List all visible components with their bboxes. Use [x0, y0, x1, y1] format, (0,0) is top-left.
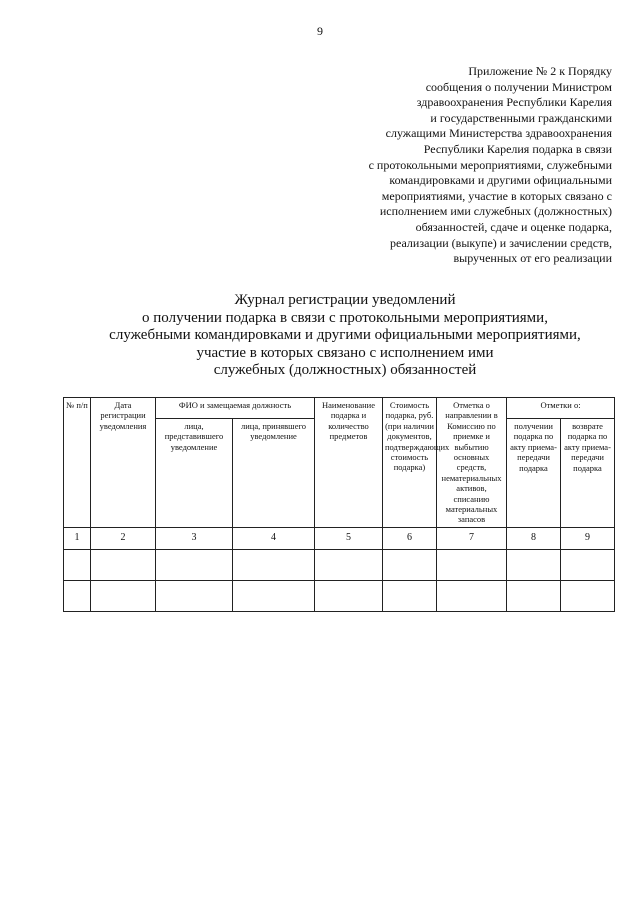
column-number: 4 — [233, 527, 315, 549]
appendix-line: мероприятиями, участие в которых связано с — [381, 188, 612, 203]
column-number: 6 — [383, 527, 437, 549]
appendix-line: Приложение № 2 к Порядку — [468, 64, 612, 78]
page-number: 9 — [317, 24, 323, 38]
appendix-line: и государственными гражданскими — [430, 110, 612, 125]
empty-cell — [437, 549, 507, 580]
appendix-line: сообщения о получении Министром — [425, 79, 612, 94]
header-fio-submitter: лица, представившего уведомление — [156, 418, 233, 527]
appendix-header — [312, 64, 612, 267]
header-date: Дата регистрации уведомления — [91, 398, 156, 528]
appendix-line: Республики Карелия подарка в связи — [423, 141, 612, 156]
empty-cell — [156, 580, 233, 611]
empty-cell — [64, 549, 91, 580]
document-title — [0, 292, 640, 380]
title-line: о получении подарка в связи с протокольными мероприятиями, — [142, 309, 548, 326]
title-line: Журнал регистрации уведомлений — [234, 292, 456, 308]
appendix-line: служащими Министерства здравоохранения — [385, 126, 612, 141]
table-row — [64, 549, 615, 580]
appendix-line: здравоохранения Республики Карелия — [416, 95, 612, 110]
empty-cell — [91, 549, 156, 580]
title-line: служебными командировками и другими официальными мероприятиями, — [109, 327, 581, 343]
header-gift-name: Наименование подарка и количество предметов — [315, 398, 383, 528]
column-number-row — [64, 527, 615, 549]
empty-cell — [507, 549, 561, 580]
header-fio-receiver: лица, принявшего уведомление — [233, 418, 315, 527]
title-line: служебных (должностных) обязанностей — [213, 362, 477, 378]
header-marks-group: Отметки о: — [507, 398, 615, 419]
header-gift-cost: Стоимость подарка, руб. (при наличии документов, подтверждающих стоимость подарка) — [383, 398, 437, 528]
empty-cell — [561, 549, 615, 580]
header-fio-group: ФИО и замещаемая должность — [156, 398, 315, 419]
journal-table — [63, 397, 615, 612]
appendix-line: реализации (выкупе) и зачислении средств, — [390, 235, 612, 250]
empty-cell — [507, 580, 561, 611]
appendix-line: с протокольными мероприятиями, служебными — [368, 157, 612, 172]
header-mark-returned: возврате подарка по акту приема-передачи подарка — [561, 418, 615, 527]
header-commission-mark: Отметка о направлении в Комиссию по приемке и выбытию основных средств, нематериальных активов, списанию материальных запасов — [437, 398, 507, 528]
header-number: № п/п — [64, 398, 91, 528]
header-row — [64, 398, 615, 419]
column-number: 2 — [91, 527, 156, 549]
empty-cell — [233, 549, 315, 580]
empty-cell — [315, 580, 383, 611]
empty-cell — [383, 580, 437, 611]
column-number: 7 — [437, 527, 507, 549]
empty-cell — [156, 549, 233, 580]
table-row — [64, 580, 615, 611]
header-mark-received: получении подарка по акту приема-передачи подарка — [507, 418, 561, 527]
appendix-line: обязанностей, сдаче и оценке подарка, — [415, 219, 612, 234]
column-number: 5 — [315, 527, 383, 549]
empty-cell — [233, 580, 315, 611]
column-number: 9 — [561, 527, 615, 549]
empty-cell — [315, 549, 383, 580]
empty-cell — [64, 580, 91, 611]
empty-cell — [91, 580, 156, 611]
appendix-line: вырученных от его реализации — [453, 251, 612, 266]
empty-cell — [383, 549, 437, 580]
title-line: участие в которых связано с исполнением ими — [196, 344, 494, 361]
column-number: 8 — [507, 527, 561, 549]
column-number: 1 — [64, 527, 91, 549]
appendix-line: командировками и другими официальными — [389, 173, 612, 188]
column-number: 3 — [156, 527, 233, 549]
appendix-line: исполнением ими служебных (должностных) — [379, 204, 612, 219]
empty-cell — [437, 580, 507, 611]
empty-cell — [561, 580, 615, 611]
